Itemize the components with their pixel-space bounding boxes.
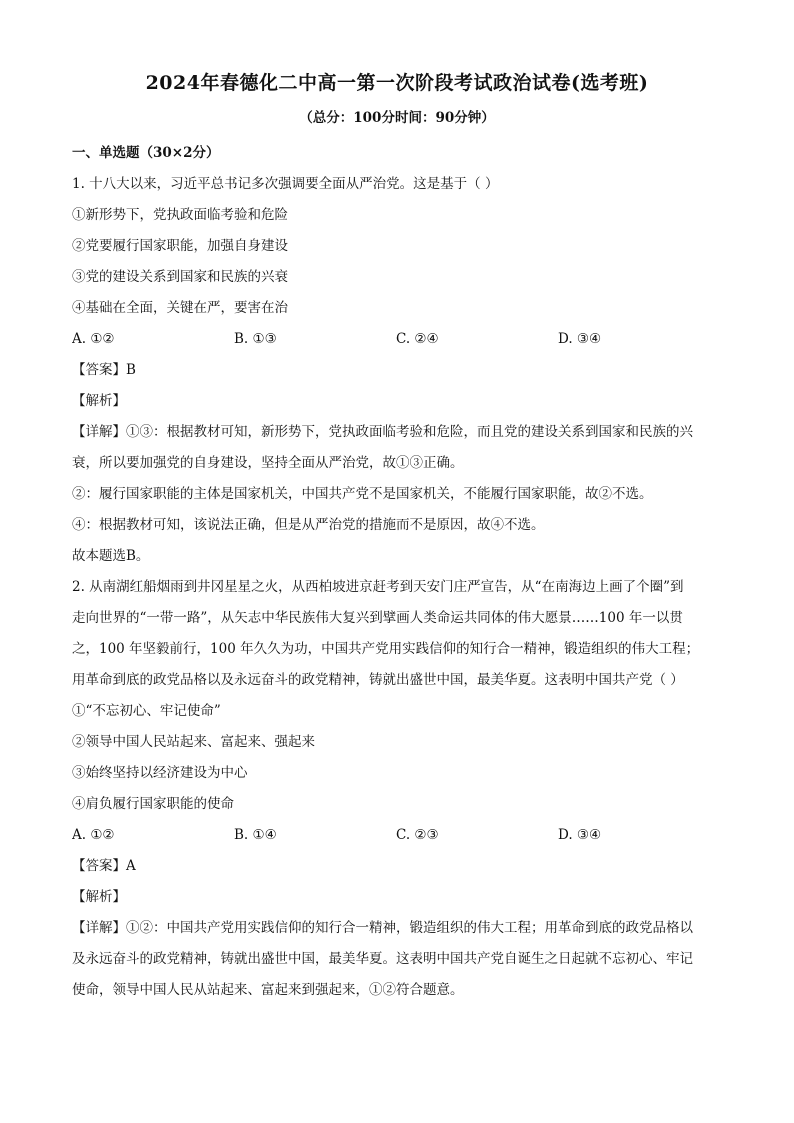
q2-detail-line: 及永远奋斗的政党精神，铸就出盛世中国，最美华夏。这表明中国共产党自诞生之日起就不忘初心、牢记	[72, 951, 693, 967]
q2-stem-line: 用革命到底的政党品格以及永远奋斗的政党精神，铸就出盛世中国，最美华夏。这表明中国共产党（ ）	[72, 672, 684, 688]
q1-item: ①新形势下，党执政面临考验和危险	[72, 207, 288, 223]
q2-detail-line: 使命，领导中国人民从站起来、富起来到强起来，①②符合题意。	[72, 982, 464, 998]
q1-options	[72, 324, 722, 355]
q1-analysis-label: 【解析】	[72, 393, 126, 409]
q2-stem-line: 走向世界的“一带一路”，从矢志中华民族伟大复兴到擘画人类命运共同体的伟大愿景……100 年一以贯	[72, 610, 683, 626]
q1-item: ③党的建设关系到国家和民族的兴衰	[72, 269, 288, 285]
document-body	[72, 138, 722, 1006]
q2-option-c: C. ②③	[396, 827, 439, 843]
q2-stem-line: 之，100 年坚毅前行，100 年久久为功，中国共产党用实践信仰的知行合一精神，锻造组织的伟大工程；	[72, 641, 700, 657]
q1-detail-line: 【详解】①③：根据教材可知，新形势下，党执政面临考验和危险，而且党的建设关系到国家和民族的兴	[72, 424, 693, 440]
page-title: 2024年春德化二中高一第一次阶段考试政治试卷(选考班)	[145, 72, 649, 94]
q2-item: ②领导中国人民站起来、富起来、强起来	[72, 734, 315, 750]
q2-options	[72, 820, 722, 851]
q2-option-b: B. ①④	[234, 827, 277, 843]
q2-detail-line: 【详解】①②：中国共产党用实践信仰的知行合一精神，锻造组织的伟大工程；用革命到底的政党品格以	[72, 920, 693, 936]
q1-option-d: D. ③④	[558, 331, 602, 347]
q1-option-a: A. ①②	[72, 331, 115, 347]
q1-detail-line: 衰，所以要加强党的自身建设，坚持全面从严治党，故①③正确。	[72, 455, 464, 471]
q2-item: ④肩负履行国家职能的使命	[72, 796, 234, 812]
q2-option-a: A. ①②	[72, 827, 115, 843]
q2-item: ①“不忘初心、牢记使命”	[72, 703, 221, 719]
q1-conclusion: 故本题选B。	[72, 548, 150, 564]
q1-detail-line: ②：履行国家职能的主体是国家机关，中国共产党不是国家机关，不能履行国家职能，故②不选。	[72, 486, 653, 502]
q1-option-b: B. ①③	[234, 331, 277, 347]
q1-detail-line: ④：根据教材可知，该说法正确，但是从严治党的措施而不是原因，故④不选。	[72, 517, 545, 533]
q2-stem-line: 2. 从南湖红船烟雨到井冈星星之火，从西柏坡进京赶考到天安门庄严宣告，从“在南海边上画了个圈”到	[72, 579, 684, 595]
q1-item: ②党要履行国家职能，加强自身建设	[72, 238, 288, 254]
q1-stem: 1. 十八大以来，习近平总书记多次强调要全面从严治党。这是基于（ ）	[72, 176, 499, 192]
q1-answer: 【答案】B	[72, 362, 136, 378]
q2-option-d: D. ③④	[558, 827, 602, 843]
q2-analysis-label: 【解析】	[72, 889, 126, 905]
q1-item: ④基础在全面，关键在严，要害在治	[72, 300, 288, 316]
section-heading: 一、单选题（30×2分）	[72, 145, 220, 161]
page-subtitle: （总分：100分时间：90分钟）	[299, 110, 495, 126]
q2-answer: 【答案】A	[72, 858, 136, 874]
q1-option-c: C. ②④	[396, 331, 439, 347]
q2-item: ③始终坚持以经济建设为中心	[72, 765, 248, 781]
